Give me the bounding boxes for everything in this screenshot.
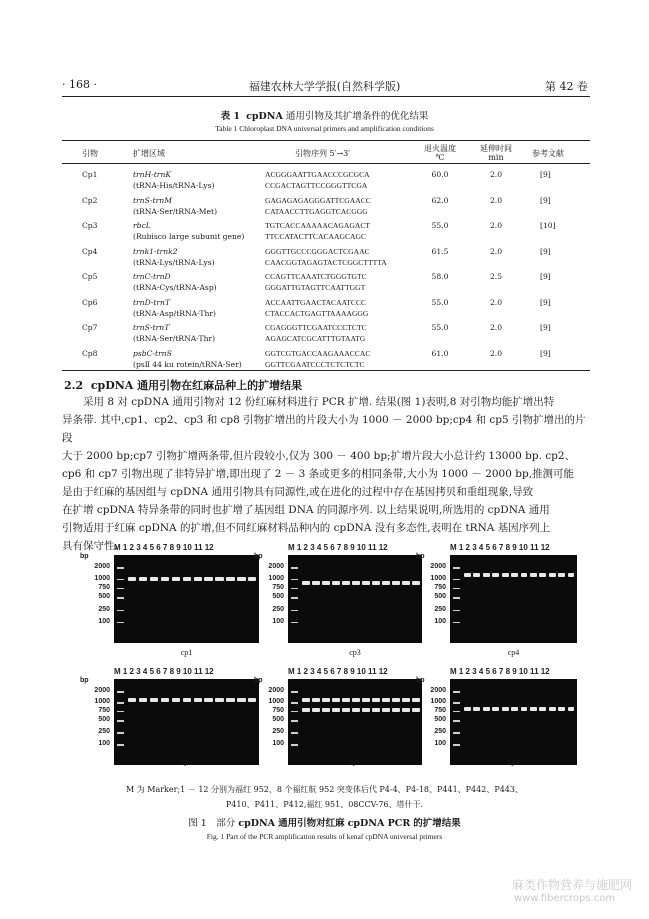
- marker-band: [291, 588, 298, 590]
- table-cell-sequence: ACGGGAATTGAACCCGCGCA: [265, 170, 370, 179]
- table-cell-sequence: CGAGGGTTCGAATCCCTCTC: [265, 323, 367, 332]
- bp-unit-label: bp: [80, 677, 89, 684]
- dna-band: [226, 698, 234, 702]
- paragraph-line: cp6 和 cp7 引物出现了非特异扩增,即出现了 2 － 3 条或更多的相同条带,大小为 1000 － 2000 bp,推测可能: [62, 468, 575, 480]
- table-cell-sequence: ACCAATTGAACTACAATCCC: [265, 297, 367, 307]
- marker-band: [117, 610, 124, 612]
- table-cell-extend: 2.0: [489, 170, 503, 179]
- dna-band: [248, 577, 256, 581]
- table-cell-anneal: 55.0: [431, 221, 449, 230]
- dna-band: [322, 581, 330, 585]
- ladder-size-label: 1000: [430, 574, 446, 582]
- ladder-size-label: 2000: [430, 687, 446, 695]
- table-cell-anneal: 61.0: [431, 348, 449, 358]
- marker-band: [453, 597, 460, 599]
- table-cell-sequence: CTACCACTGAGTTAAAAGGG: [265, 308, 369, 318]
- col-sequence: 引物序列 5′→3′: [295, 149, 351, 158]
- page-number: · 168 ·: [62, 78, 97, 91]
- figure-caption-mid: 通用引物对红麻: [278, 818, 345, 829]
- col-anneal-unit: ℃: [435, 153, 445, 162]
- table-title-bold: cpDNA: [246, 111, 283, 122]
- ladder-size-label: 500: [272, 716, 284, 724]
- ladder-size-label: 250: [98, 728, 110, 736]
- dna-band: [382, 581, 390, 585]
- table-cell-extend: 2.0: [489, 246, 503, 256]
- table-cell-extend: 2.0: [489, 195, 503, 205]
- dna-band: [215, 698, 223, 702]
- dna-band: [558, 707, 565, 711]
- dna-band: [402, 581, 410, 585]
- dna-band: [139, 577, 147, 581]
- table-cell-sequence: CCGACTAGTTCCGGGTTCGA: [265, 181, 368, 190]
- paragraph-line: 异条带. 其中,cp1、cp2、cp3 和 cp8 引物扩增出的片段大小为 1000 － 2000 bp;cp4 和 cp5 引物扩增出的片段: [62, 414, 586, 444]
- table-title-rest: 通用引物及其扩增条件的优化结果: [285, 111, 429, 122]
- dna-band: [161, 698, 169, 702]
- paragraph-line: 引物适用于红麻 cpDNA 的扩增,但不同红麻材料品种内的 cpDNA 没有多态性,表明在 tRNA 基因序列上: [62, 522, 551, 534]
- journal-name: 福建农林大学学报(自然科学版): [248, 80, 401, 93]
- lane-header: M 1 2 3 4 5 6 7 8 9 10 11 12: [450, 667, 550, 676]
- col-extend: 延伸时间: [480, 144, 512, 153]
- table-cell-sequence: GGTTCGAATCCCTCTCTCTC: [265, 359, 365, 369]
- table-cell-anneal: 60.0: [431, 170, 449, 179]
- bp-unit-label: bp: [254, 553, 263, 560]
- table-cell-extend: 2.0: [489, 323, 503, 332]
- dna-band: [473, 573, 480, 577]
- table-cell-region-sub: (tRNA-Ser/tRNA-Met): [133, 206, 218, 216]
- bp-unit-label: bp: [416, 553, 425, 560]
- dna-band: [302, 698, 310, 702]
- watermark-url: www.fibercrops.com: [514, 893, 616, 904]
- table-cell-sequence: TTCCATACTTCACAAGCAGC: [265, 232, 367, 241]
- table-cell-region: trnS-trnM: [133, 195, 172, 205]
- table-cell-extend: 2.0: [489, 221, 503, 230]
- dna-band: [464, 707, 471, 711]
- marker-band: [117, 702, 124, 704]
- figure-caption-cn: [0, 815, 649, 829]
- ladder-size-label: 250: [434, 728, 446, 736]
- dna-band: [549, 573, 556, 577]
- table-cell-sequence: CATAACCTTGAGGTCACGGG: [265, 206, 368, 216]
- dna-band: [392, 581, 400, 585]
- dna-band: [372, 581, 380, 585]
- marker-band: [291, 579, 298, 581]
- bp-unit-label: bp: [254, 677, 263, 684]
- dna-band: [161, 577, 169, 581]
- table-cell-ref: [9]: [540, 195, 551, 205]
- gel-image: [288, 679, 422, 765]
- gel-image: [114, 555, 259, 643]
- dna-band: [412, 698, 420, 702]
- dna-band: [539, 573, 546, 577]
- figure-caption-en: Fig. 1 Part of the PCR amplification results of kenaf cpDNA universal primers: [206, 832, 443, 841]
- paragraph-line: 大于 2000 bp;cp7 引物扩增两条带,但片段较小,仅为 300 － 400 bp;扩增片段大小总计约 13000 bp. cp2、: [62, 450, 576, 462]
- marker-band: [453, 588, 460, 590]
- table-cell-anneal: 55.0: [431, 323, 449, 332]
- table-cell-region-sub: (Rubisco large subunit gene): [133, 232, 245, 241]
- table-cell-primer: Cp6: [82, 297, 98, 307]
- dna-band: [194, 698, 202, 702]
- ladder-size-label: 100: [98, 617, 110, 625]
- table-cell-ref: [9]: [540, 348, 551, 358]
- dna-band: [382, 708, 390, 712]
- col-ref: 参考文献: [532, 149, 564, 158]
- ladder-size-label: 2000: [268, 563, 284, 571]
- lane-header: M 1 2 3 4 5 6 7 8 9 10 11 12: [450, 543, 550, 552]
- marker-band: [453, 622, 460, 624]
- table-cell-region-sub: (tRNA-Ser/tRNA-Thr): [133, 334, 216, 343]
- table-title-prefix: 表 1: [220, 111, 241, 122]
- dna-band: [312, 698, 320, 702]
- ladder-size-label: 750: [98, 583, 110, 591]
- section-title: cpDNA 通用引物在红麻品种上的扩增结果: [90, 379, 303, 392]
- ladder-size-label: 100: [434, 740, 446, 748]
- table-cell-sequence: GAGAGAGAGGGATTCGAACC: [265, 195, 371, 205]
- dna-band: [372, 708, 380, 712]
- bp-unit-label: bp: [416, 677, 425, 684]
- dna-band: [352, 698, 360, 702]
- dna-band: [237, 698, 245, 702]
- marker-band: [453, 711, 460, 713]
- gel-panel-label: cp4: [507, 648, 520, 657]
- paragraph-line: 在扩增 cpDNA 特异条带的同时也扩增了基因组 DNA 的同源序列. 以上结果说明,所选用的 cpDNA 通用: [62, 504, 550, 516]
- marker-band: [117, 597, 124, 599]
- figure-note-2: P410、P411、P412,福红 951、08CCV-76、塔什干.: [225, 800, 424, 809]
- table-cell-region: trnC-trnD: [133, 272, 171, 281]
- table-cell-sequence: TGTCACCAAAAACAGAGACT: [265, 221, 371, 230]
- ladder-size-label: 1000: [94, 574, 110, 582]
- table-cell-region: trnS-trnT: [133, 323, 170, 332]
- table-cell-primer: Cp2: [82, 195, 98, 205]
- ladder-size-label: 500: [98, 716, 110, 724]
- paragraph-line: 具有保守性.: [62, 540, 118, 552]
- gel-image: [450, 679, 577, 765]
- table-cell-region-sub: (tRNA-Lys/tRNA-Lys): [133, 257, 215, 267]
- table-cell-primer: Cp5: [82, 272, 98, 281]
- dna-band: [237, 577, 245, 581]
- table-cell-region: psbC-trnS: [133, 348, 172, 358]
- ladder-size-label: 250: [272, 605, 284, 613]
- table-cell-anneal: 61.5: [431, 246, 449, 256]
- dna-band: [342, 708, 350, 712]
- ladder-size-label: 500: [98, 593, 110, 601]
- table-cell-extend: 2.0: [489, 297, 503, 307]
- paragraph-line: 是由于红麻的基因组与 cpDNA 通用引物具有同源性,或在进化的过程中存在基因拷贝和重组现象,导致: [62, 486, 534, 498]
- ladder-size-label: 2000: [268, 687, 284, 695]
- dna-band: [473, 707, 480, 711]
- figure-caption-end: 的扩增结果: [413, 818, 461, 829]
- dna-band: [521, 573, 528, 577]
- ladder-size-label: 1000: [94, 698, 110, 706]
- table-cell-anneal: 62.0: [431, 195, 449, 205]
- table-cell-region: trnk1-trnk2: [133, 246, 178, 256]
- table-cell-anneal: 58.0: [431, 272, 449, 281]
- dna-band: [302, 581, 310, 585]
- table-cell-region-sub: (psⅡ 44 ku rotein/tRNA-Ser): [133, 359, 242, 369]
- table-cell-ref: [9]: [540, 272, 551, 281]
- paragraph-line: 采用 8 对 cpDNA 通用引物对 12 份红麻材料进行 PCR 扩增. 结果(图 1)表明,8 对引物均能扩增出特: [83, 396, 555, 408]
- figure-caption-bold: cpDNA: [238, 818, 276, 829]
- dna-band: [226, 577, 234, 581]
- table-cell-ref: [9]: [540, 297, 551, 307]
- marker-band: [453, 744, 460, 746]
- marker-band: [291, 610, 298, 612]
- dna-band: [372, 698, 380, 702]
- section-heading: [64, 377, 302, 393]
- ladder-size-label: 250: [434, 605, 446, 613]
- dna-band: [549, 707, 556, 711]
- table-cell-sequence: AGAGCATCGCATTTGTAATG: [265, 334, 366, 343]
- ladder-size-label: 100: [98, 740, 110, 748]
- dna-band: [412, 708, 420, 712]
- dna-band: [194, 577, 202, 581]
- lane-header: M 1 2 3 4 5 6 7 8 9 10 11 12: [288, 667, 388, 676]
- ladder-size-label: 500: [272, 593, 284, 601]
- figure-note-1: M 为 Marker;1 － 12 分别为福红 952、8 个福红航 952 突变体后代 P4-4、P4-18、P441、P442、P443、: [126, 785, 523, 794]
- dna-band: [568, 573, 575, 577]
- dna-band: [558, 573, 565, 577]
- col-extend-unit: min: [488, 153, 504, 162]
- marker-band: [291, 720, 298, 722]
- lane-header: M 1 2 3 4 5 6 7 8 9 10 11 12: [114, 543, 214, 552]
- table-title-en: Table 1 Chloroplast DNA universal primers and amplification conditions: [215, 124, 434, 133]
- table-cell-sequence: GGGATTGTAGTTCAATTGGT: [265, 283, 366, 292]
- dna-band: [511, 573, 518, 577]
- ladder-size-label: 1000: [268, 574, 284, 582]
- gel-panel-label: cp3: [349, 648, 361, 657]
- marker-band: [291, 702, 298, 704]
- gel-panel-label: cp8: [507, 757, 520, 766]
- table-cell-sequence: CAACGGTAGAGTACTCGGCTTTTA: [265, 257, 387, 267]
- dna-band: [382, 698, 390, 702]
- table-cell-extend: 2.5: [489, 272, 503, 281]
- table-cell-primer: Cp1: [82, 170, 98, 179]
- ladder-size-label: 500: [434, 716, 446, 724]
- col-region: 扩增区域: [133, 149, 165, 158]
- lane-header: M 1 2 3 4 5 6 7 8 9 10 11 12: [114, 667, 214, 676]
- marker-band: [117, 622, 124, 624]
- marker-band: [453, 610, 460, 612]
- marker-band: [291, 597, 298, 599]
- dna-band: [150, 577, 158, 581]
- marker-band: [117, 567, 124, 569]
- table-cell-primer: Cp8: [82, 348, 98, 358]
- ladder-size-label: 750: [434, 706, 446, 714]
- col-primer: 引物: [82, 149, 98, 158]
- table-cell-primer: Cp4: [82, 246, 98, 256]
- dna-band: [204, 698, 212, 702]
- dna-band: [568, 707, 575, 711]
- marker-band: [291, 744, 298, 746]
- gel-panel-label: cp6: [349, 757, 361, 766]
- dna-band: [128, 698, 136, 702]
- table-cell-ref: [9]: [540, 246, 551, 256]
- dna-band: [392, 698, 400, 702]
- dna-band: [342, 581, 350, 585]
- marker-band: [117, 744, 124, 746]
- gel-panel-label: cp1: [180, 648, 193, 657]
- dna-band: [362, 698, 370, 702]
- dna-band: [362, 581, 370, 585]
- table-cell-region-sub: (tRNA-Cys/tRNA-Asp): [133, 283, 217, 292]
- table-cell-primer: Cp3: [82, 221, 98, 230]
- dna-band: [392, 708, 400, 712]
- dna-band: [511, 707, 518, 711]
- watermark-cn: 麻类作物营养与施肥网: [512, 878, 633, 892]
- table-cell-sequence: CCAGTTCAAATCTGGGTGTC: [265, 272, 367, 281]
- dna-band: [150, 698, 158, 702]
- table-cell-sequence: GGTCGTGACCAAGAAACCAC: [265, 348, 371, 358]
- body-paragraph: [62, 393, 592, 555]
- ladder-size-label: 250: [272, 728, 284, 736]
- dna-band: [183, 577, 191, 581]
- ladder-size-label: 100: [434, 617, 446, 625]
- table-top-rule: [62, 140, 590, 141]
- col-anneal: 退火温度: [424, 144, 456, 153]
- marker-band: [117, 732, 124, 734]
- gel-panel-label: cp5: [180, 757, 193, 766]
- dna-band: [248, 698, 256, 702]
- gel-image: [450, 555, 577, 643]
- dna-band: [402, 708, 410, 712]
- dna-band: [322, 698, 330, 702]
- dna-band: [139, 698, 147, 702]
- dna-band: [322, 708, 330, 712]
- dna-band: [492, 707, 499, 711]
- table-title-cn: [0, 108, 649, 122]
- dna-band: [362, 708, 370, 712]
- table-cell-region: rbcL: [133, 221, 151, 230]
- figure-caption-prefix: 图 1 部分: [188, 818, 236, 829]
- marker-band: [291, 567, 298, 569]
- ladder-size-label: 2000: [94, 563, 110, 571]
- ladder-size-label: 1000: [268, 698, 284, 706]
- dna-band: [483, 573, 490, 577]
- dna-band: [530, 573, 537, 577]
- ladder-size-label: 250: [98, 605, 110, 613]
- table-cell-primer: Cp7: [82, 323, 98, 332]
- gel-image: [114, 679, 259, 765]
- ladder-size-label: 2000: [94, 687, 110, 695]
- ladder-size-label: 2000: [430, 563, 446, 571]
- marker-band: [117, 579, 124, 581]
- marker-band: [453, 732, 460, 734]
- marker-band: [291, 711, 298, 713]
- marker-band: [453, 579, 460, 581]
- dna-band: [332, 581, 340, 585]
- dna-band: [172, 577, 180, 581]
- table-cell-region-sub: (tRNA-Asp/tRNA-Thr): [133, 308, 216, 318]
- dna-band: [521, 707, 528, 711]
- dna-band: [530, 707, 537, 711]
- dna-band: [342, 698, 350, 702]
- ladder-size-label: 500: [434, 593, 446, 601]
- header-rule: [62, 96, 590, 97]
- table-cell-ref: [9]: [540, 170, 551, 179]
- dna-band: [402, 698, 410, 702]
- marker-band: [117, 588, 124, 590]
- dna-band: [215, 577, 223, 581]
- volume-label: 第 42 卷: [545, 80, 588, 93]
- dna-band: [464, 573, 471, 577]
- marker-band: [117, 691, 124, 693]
- dna-band: [502, 707, 509, 711]
- ladder-size-label: 750: [272, 583, 284, 591]
- table-cell-ref: [9]: [540, 323, 551, 332]
- marker-band: [453, 567, 460, 569]
- dna-band: [483, 707, 490, 711]
- table-cell-region: trnH-trnK: [133, 170, 172, 179]
- dna-band: [302, 708, 310, 712]
- dna-band: [502, 573, 509, 577]
- marker-band: [291, 691, 298, 693]
- table-cell-ref: [10]: [540, 221, 556, 230]
- table-cell-anneal: 55.0: [431, 297, 449, 307]
- table-cell-region: trnD-trnT: [133, 297, 171, 307]
- marker-band: [117, 711, 124, 713]
- dna-band: [332, 698, 340, 702]
- ladder-size-label: 750: [98, 706, 110, 714]
- table-cell-sequence: GGGTTGCCCGGGACTCGAAC: [265, 246, 370, 256]
- ladder-size-label: 100: [272, 617, 284, 625]
- marker-band: [291, 622, 298, 624]
- figure-caption-bold2: cpDNA PCR: [347, 818, 411, 829]
- dna-band: [312, 708, 320, 712]
- dna-band: [352, 708, 360, 712]
- bp-unit-label: bp: [80, 553, 89, 560]
- dna-band: [183, 698, 191, 702]
- marker-band: [453, 702, 460, 704]
- ladder-size-label: 1000: [430, 698, 446, 706]
- table-cell-extend: 2.0: [489, 348, 503, 358]
- dna-band: [312, 581, 320, 585]
- dna-band: [172, 698, 180, 702]
- dna-band: [128, 577, 136, 581]
- dna-band: [352, 581, 360, 585]
- dna-band: [412, 581, 420, 585]
- marker-band: [117, 720, 124, 722]
- table-cell-region-sub: (tRNA-His/tRNA-Lys): [133, 181, 215, 190]
- dna-band: [204, 577, 212, 581]
- marker-band: [291, 732, 298, 734]
- gel-image: [288, 555, 422, 643]
- dna-band: [539, 707, 546, 711]
- table-bottom-rule: [62, 370, 590, 371]
- ladder-size-label: 100: [272, 740, 284, 748]
- ladder-size-label: 750: [272, 706, 284, 714]
- table-header-rule: [62, 163, 590, 164]
- dna-band: [332, 708, 340, 712]
- section-number: 2.2: [64, 379, 84, 392]
- dna-band: [492, 573, 499, 577]
- marker-band: [453, 720, 460, 722]
- ladder-size-label: 750: [434, 583, 446, 591]
- lane-header: M 1 2 3 4 5 6 7 8 9 10 11 12: [288, 543, 388, 552]
- marker-band: [453, 691, 460, 693]
